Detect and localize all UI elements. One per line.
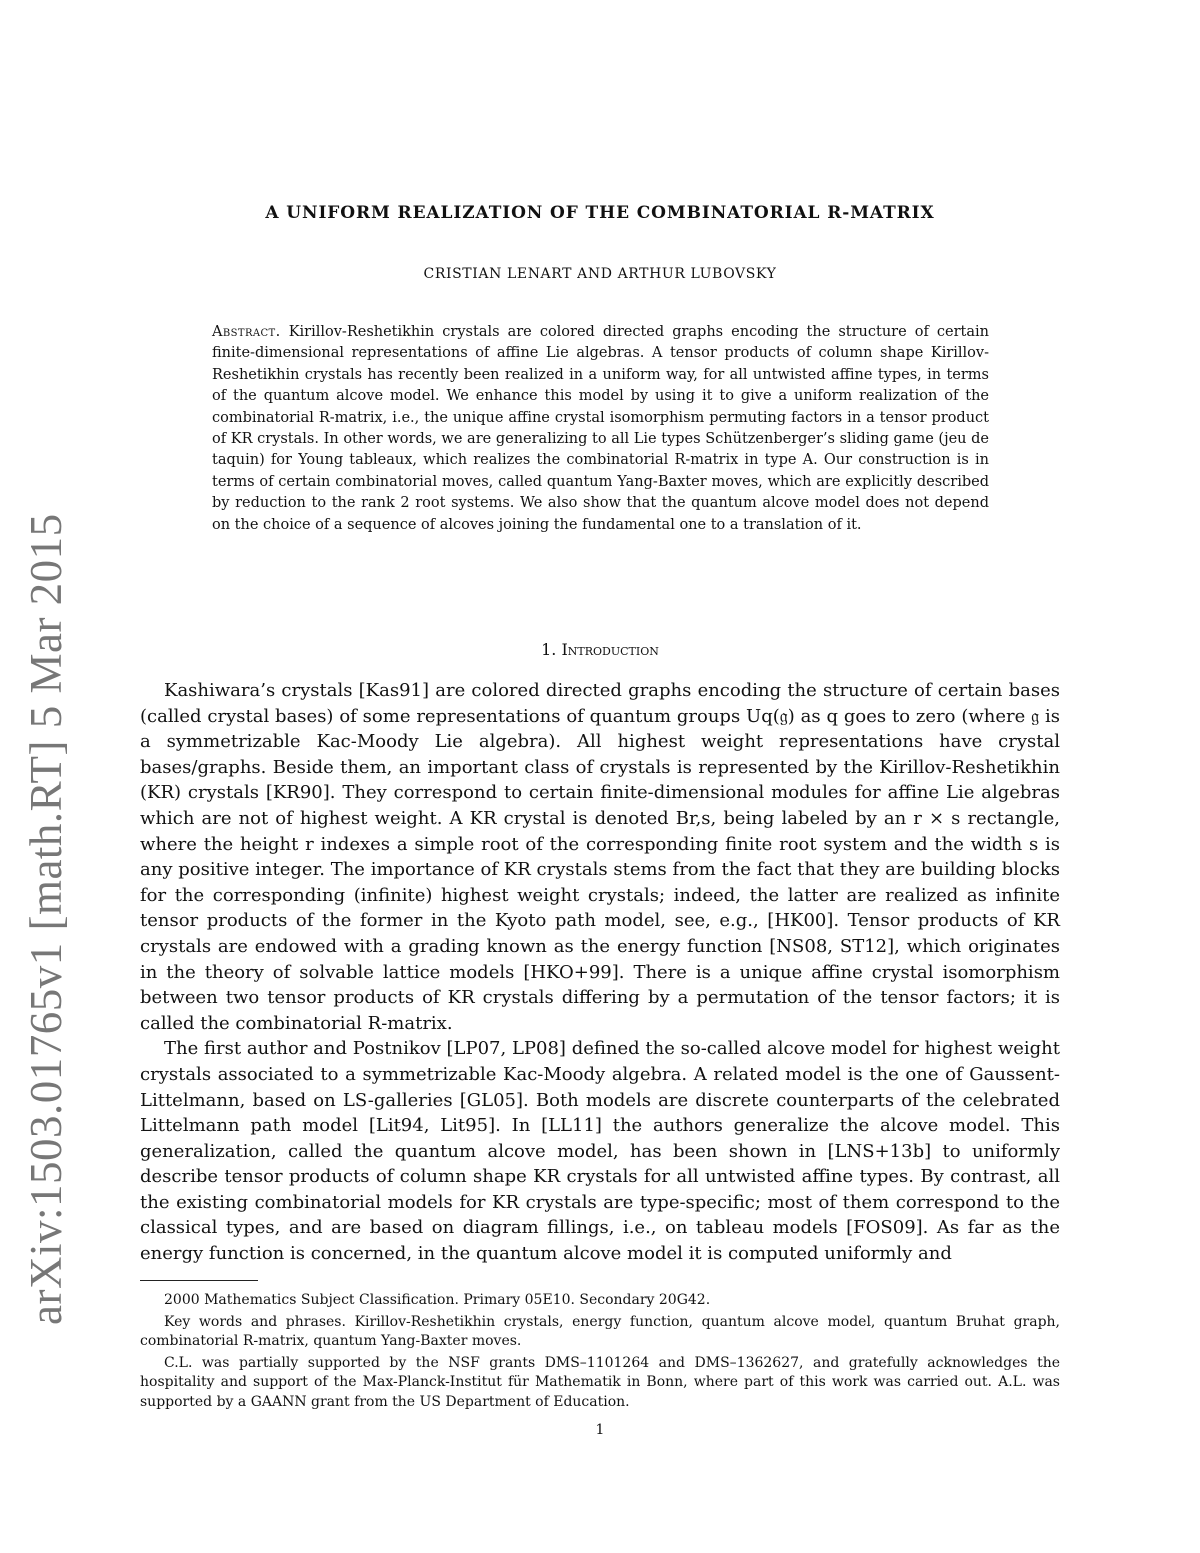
footnotes — [140, 1291, 1060, 1414]
footnote-msc: 2000 Mathematics Subject Classification. Primary 05E10. Secondary 20G42. — [164, 1292, 711, 1308]
abstract-text: Kirillov-Reshetikhin crystals are colored directed graphs encoding the structure of certain finite-dimensional representations of affine Lie algebras. A tensor products of column shape Kirillov-Reshetikhin crystals has recently been realized in a uniform way, for all untwisted affine types, in terms of the quantum alcove model. We enhance this model by using it to give a uniform realization of the combinatorial R-matrix, i.e., the unique affine crystal isomorphism permuting factors in a tensor product of KR crystals. In other words, we are generalizing to all Lie types Schützenberger’s sliding game (jeu de taquin) for Young tableaux, which realizes the combinatorial R-matrix in type A. Our construction is in terms of certain combinatorial moves, called quantum Yang-Baxter moves, which are explicitly described by reduction to the rank 2 root systems. We also show that the quantum alcove model does not depend on the choice of a sequence of alcoves joining the fundamental one to a translation of it. — [212, 324, 989, 533]
footnote-rule — [140, 1280, 258, 1281]
body-text — [140, 678, 1060, 1267]
page-number: 1 — [595, 1422, 605, 1438]
footnote-keywords: Key words and phrases. Kirillov-Reshetikhin crystals, energy function, quantum alcove model, quantum Bruhat graph, combinatorial R-matrix, quantum Yang-Baxter moves. — [140, 1313, 1060, 1349]
section-number: 1. — [541, 640, 557, 659]
paragraph-1: Kashiwara’s crystals [Kas91] are colored directed graphs encoding the structure of certain bases (called crystal bases) of some representations of quantum groups Uq(𝔤) as q goes to zero (where 𝔤 is a symmetrizable Kac-Moody Lie algebra). All highest weight representations have crystal bases/graphs. Beside them, an important class of crystals is represented by the Kirillov-Reshetikhin (KR) crystals [KR90]. They correspond to certain finite-dimensional modules for affine Lie algebras which are not of highest weight. A KR crystal is denoted Br,s, being labeled by an r × s rectangle, where the height r indexes a simple root of the corresponding finite root system and the width s is any positive integer. The importance of KR crystals stems from the fact that they are building blocks for the corresponding (infinite) highest weight crystals; indeed, the latter are realized as infinite tensor products of the former in the Kyoto path model, see, e.g., [HK00]. Tensor products of KR crystals are endowed with a grading known as the energy function [NS08, ST12], which originates in the theory of solvable lattice models [HKO+99]. There is a unique affine crystal isomorphism between two tensor products of KR crystals differing by a permutation of the tensor factors; it is called the combinatorial R-matrix. — [140, 680, 1060, 1034]
arxiv-identifier: arXiv:1503.01765v1 [math.RT] 5 Mar 2015 — [21, 513, 71, 1325]
arxiv-stamp — [8, 110, 71, 1325]
section-heading — [140, 640, 1060, 659]
paragraph-2: The first author and Postnikov [LP07, LP08] defined the so-called alcove model for highest weight crystals associated to a symmetrizable Kac-Moody algebra. A related model is the one of Gaussent-Littelmann, based on LS-galleries [GL05]. Both models are discrete counterparts of the celebrated Littelmann path model [Lit94, Lit95]. In [LL11] the authors generalize the alcove model. This generalization, called the quantum alcove model, has been shown in [LNS+13b] to uniformly describe tensor products of column shape KR crystals for all untwisted affine types. By contrast, all the existing combinatorial models for KR crystals are type-specific; most of them correspond to the classical types, and are based on diagram fillings, i.e., on tableau models [FOS09]. As far as the energy function is concerned, in the quantum alcove model it is computed uniformly and — [140, 1038, 1060, 1265]
paper-authors: CRISTIAN LENART AND ARTHUR LUBOVSKY — [423, 266, 777, 282]
paper-title: A UNIFORM REALIZATION OF THE COMBINATORIAL R-MATRIX — [265, 203, 935, 223]
abstract-label: Abstract. — [212, 324, 281, 340]
abstract — [212, 322, 989, 536]
footnote-support: C.L. was partially supported by the NSF grants DMS–1101264 and DMS–1362627, and gratefully acknowledges the hospitality and support of the Max-Planck-Institut für Mathematik in Bonn, where part of this work was carried out. A.L. was supported by a GAANN grant from the US Department of Education. — [140, 1354, 1060, 1410]
section-title: Introduction — [561, 640, 659, 659]
